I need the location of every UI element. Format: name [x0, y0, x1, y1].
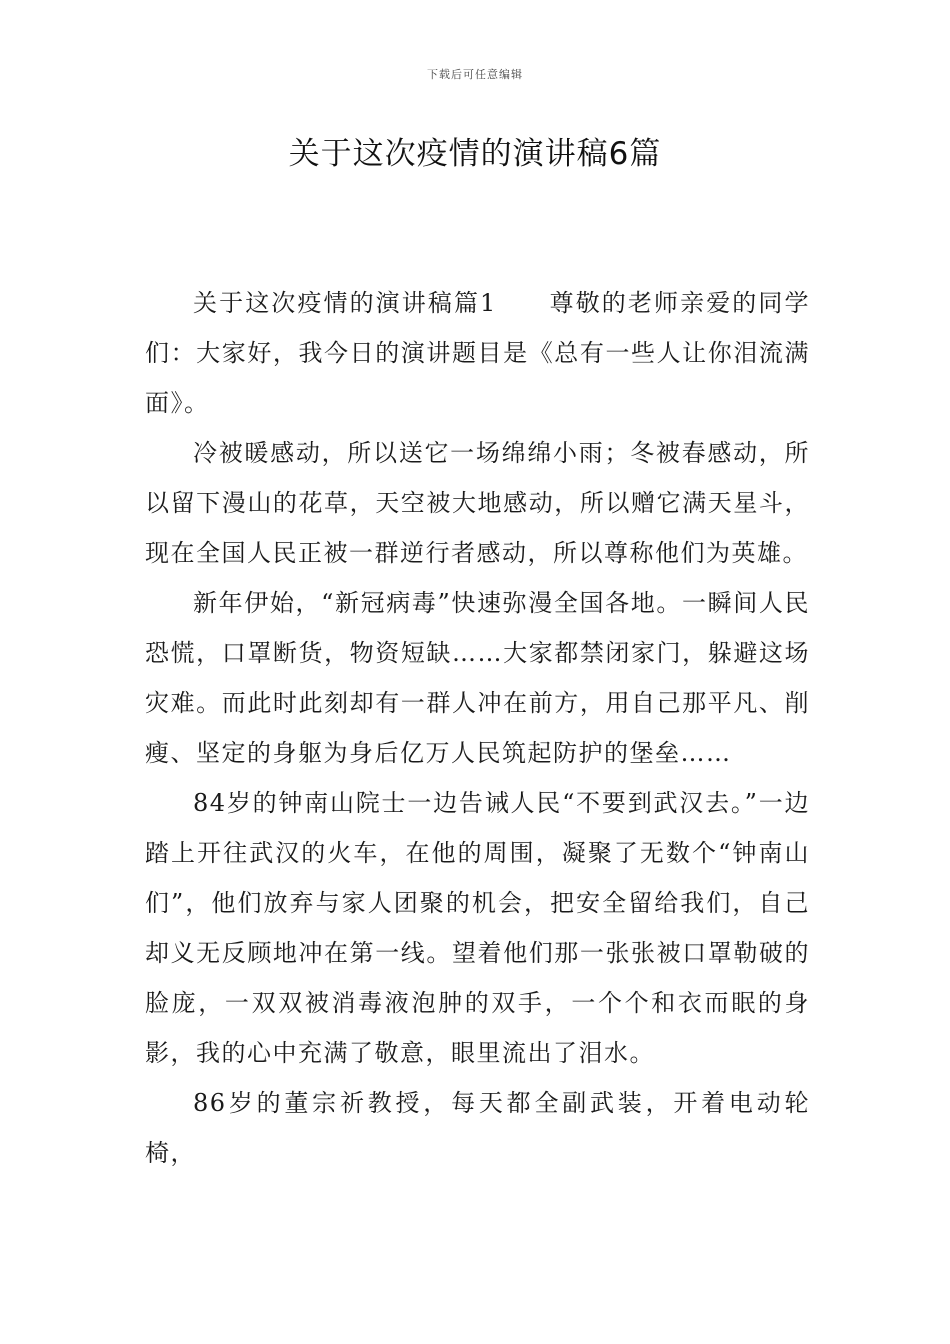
document-title: 关于这次疫情的演讲稿6篇	[288, 136, 662, 172]
header-note: 下载后可任意编辑	[427, 68, 523, 81]
paragraph-1: 关于这次疫情的演讲稿篇1 尊敬的老师亲爱的同学们：大家好，我今日的演讲题目是《总有一些人让你泪流满面》。	[145, 289, 810, 417]
paragraph-5: 86岁的董宗祈教授，每天都全副武装，开着电动轮椅，	[145, 1089, 810, 1167]
paragraph-3: 新年伊始，“新冠病毒”快速弥漫全国各地。一瞬间人民恐慌，口罩断货，物资短缺……大家都禁闭家门，躲避这场灾难。而此时此刻却有一群人冲在前方，用自己那平凡、削瘦、坚定的身躯为身后亿万人民筑起防护的堡垒……	[145, 589, 810, 767]
document-body	[145, 278, 810, 1178]
paragraph-2: 冷被暖感动，所以送它一场绵绵小雨；冬被春感动，所以留下漫山的花草，天空被大地感动，所以赠它满天星斗，现在全国人民正被一群逆行者感动，所以尊称他们为英雄。	[145, 439, 810, 567]
paragraph-4: 84岁的钟南山院士一边告诫人民“不要到武汉去。”一边踏上开往武汉的火车，在他的周围，凝聚了无数个“钟南山们”，他们放弃与家人团聚的机会，把安全留给我们，自己却义无反顾地冲在第一线。望着他们那一张张被口罩勒破的脸庞，一双双被消毒液泡肿的双手，一个个和衣而眠的身影，我的心中充满了敬意，眼里流出了泪水。	[145, 789, 810, 1067]
